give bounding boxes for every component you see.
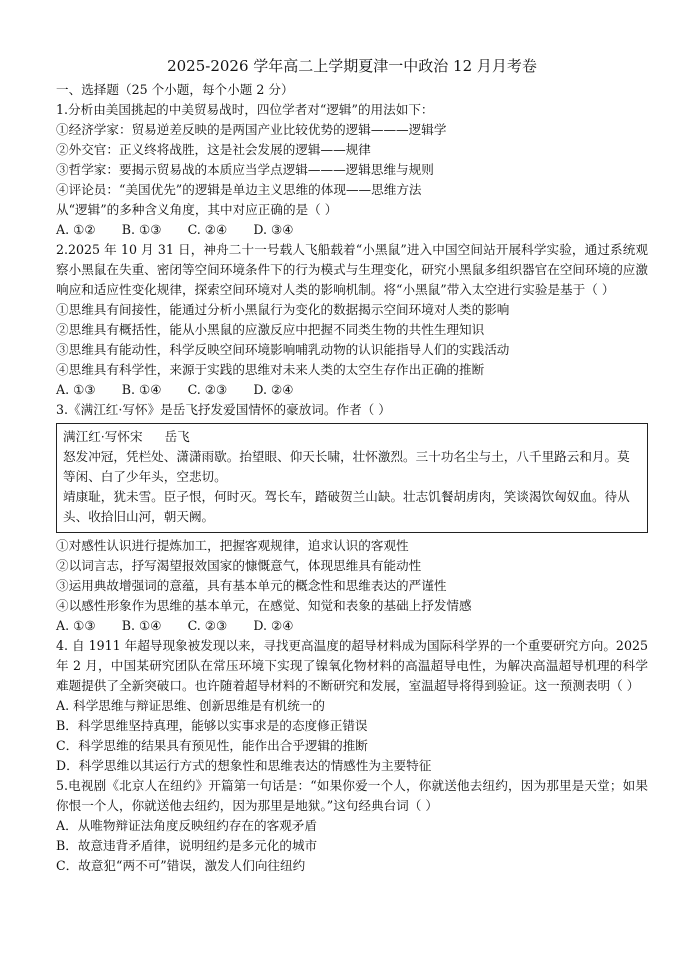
statement-item: ①对感性认识进行提炼加工，把握客观规律，追求认识的客观性 [56,538,409,553]
option-a: A. 科学思维与辩证思维、创新思维是有机统一的 [56,698,325,713]
statement-item: ①经济学家：贸易逆差反映的是两国产业比较优势的逻辑———逻辑学 [56,122,447,137]
option-a: A．从唯物辩证法角度反映纽约存在的客观矛盾 [56,818,317,833]
question-stem: 2.2025 年 10 月 31 日，神舟二十一号载人飞船载着“小黑鼠”进入中国空间站开展科学实验，通过系统观察小黑鼠在失重、密闭等空间环境条件下的行为模式与生理变化，研究小黑鼠多组织器官在空间环境的应激响应和适应性变化规律，探索空间环境对人类的影响机制。将“小黑鼠”带入太空进行实验是基于（ ） [56,242,648,297]
option-b: B. ①③ [121,222,162,237]
statement-item: ③运用典故增强词的意蕴，具有基本单元的概念性和思维表达的严谨性 [56,578,447,593]
statement-item: ③思维具有能动性，科学反映空间环境影响哺乳动物的认识能指导人们的实践活动 [56,342,510,357]
question-prompt: 从“逻辑”的多种含义角度，其中对应正确的是（ ） [56,202,338,217]
exam-title: 2025-2026 学年高二上学期夏津一中政治 12 月月考卷 [167,57,537,75]
option-b: B．科学思维坚持真理，能够以实事求是的态度修正错误 [56,718,368,733]
option-c: C．科学思维的结果具有预见性，能作出合乎逻辑的推断 [56,738,368,753]
poem-heading [63,427,641,447]
option-d: D. ②④ [253,382,294,397]
question-2 [56,240,648,400]
option-a: A. ①③ [56,382,96,397]
option-b: B. ①④ [121,382,162,397]
statement-item: ④思维具有科学性，来源于实践的思维对未来人类的太空生存作出正确的推断 [56,362,485,377]
statement-item: ③哲学家：要揭示贸易战的本质应当学点逻辑———逻辑思维与规则 [56,162,434,177]
option-b: B．故意违背矛盾律，说明纽约是多元化的城市 [56,838,318,853]
statement-item: ①思维具有间接性，能通过分析小黑鼠行为变化的数据揭示空间环境对人类的影响 [56,302,510,317]
question-4 [56,636,648,776]
poem-title: 满江红·写怀宋 [63,429,143,444]
statement-item: ②思维具有概括性，能从小黑鼠的应激反应中把握不同类生物的共性生理知识 [56,322,485,337]
statement-item: ④评论员：“美国优先”的逻辑是单边主义思维的体现——思维方法 [56,182,422,197]
option-c: C. ②③ [187,382,228,397]
answer-options [56,220,648,240]
option-c: C. ②③ [187,618,228,633]
question-stem: 1.分析由美国挑起的中美贸易战时，四位学者对“逻辑”的用法如下： [56,102,434,117]
option-a: A. ①② [56,222,96,237]
answer-options [56,616,648,636]
statement-item: ④以感性形象作为思维的基本单元，在感觉、知觉和表象的基础上抒发情感 [56,598,472,613]
statement-item: ②外交官：正义终将战胜，这是社会发展的逻辑——规律 [56,142,371,157]
question-stem: 5.电视剧《北京人在纽约》开篇第一句话是：“如果你爱一个人，你就送他去纽约，因为那里是天堂；如果你恨一个人，你就送他去纽约，因为那里是地狱。”这句经典台词（ ） [56,778,648,813]
question-stem: 4. 自 1911 年超导现象被发现以来，寻找更高温度的超导材料成为国际科学界的一个重要研究方向。2025 年 2 月，中国某研究团队在常压环境下实现了镍氧化物材料的高温超导电性，为解决高温超导机理的科学难题提供了全新突破口。也许随着超导材料的不断研究和发展，室温超导将得到验证。这一预测表明（ ） [56,638,648,693]
question-3 [56,400,648,636]
question-1 [56,100,648,240]
poem-box [56,423,648,533]
answer-options [56,380,648,400]
statement-item: ②以词言志，抒写渴望报效国家的慷慨意气，体现思维具有能动性 [56,558,422,573]
poem-author: 岳飞 [164,429,190,444]
option-d: D. ③④ [253,222,294,237]
poem-verse: 靖康耻，犹未雪。臣子恨，何时灭。驾长车，踏破贺兰山缺。壮志饥餐胡虏肉，笑谈渴饮匈奴血。待从头、收拾旧山河，朝天阙。 [63,489,630,524]
option-b: B. ①④ [121,618,162,633]
option-a: A. ①③ [56,618,96,633]
option-c: C．故意犯“两不可”错误，激发人们向往纽约 [56,858,306,873]
option-d: D. ②④ [253,618,294,633]
question-5 [56,776,648,876]
option-c: C. ②④ [187,222,228,237]
option-d: D．科学思维以其运行方式的想象性和思维表达的情感性为主要特征 [56,758,432,773]
section-heading: 一、选择题（25 个小题，每个小题 2 分） [56,82,294,97]
poem-verse: 怒发冲冠，凭栏处、潇潇雨歇。抬望眼、仰天长啸，壮怀激烈。三十功名尘与土，八千里路云和月。莫等闲、白了少年头，空悲切。 [63,449,630,484]
question-stem: 3.《满江红·写怀》是岳飞抒发爱国情怀的豪放词。作者（ ） [56,402,391,417]
